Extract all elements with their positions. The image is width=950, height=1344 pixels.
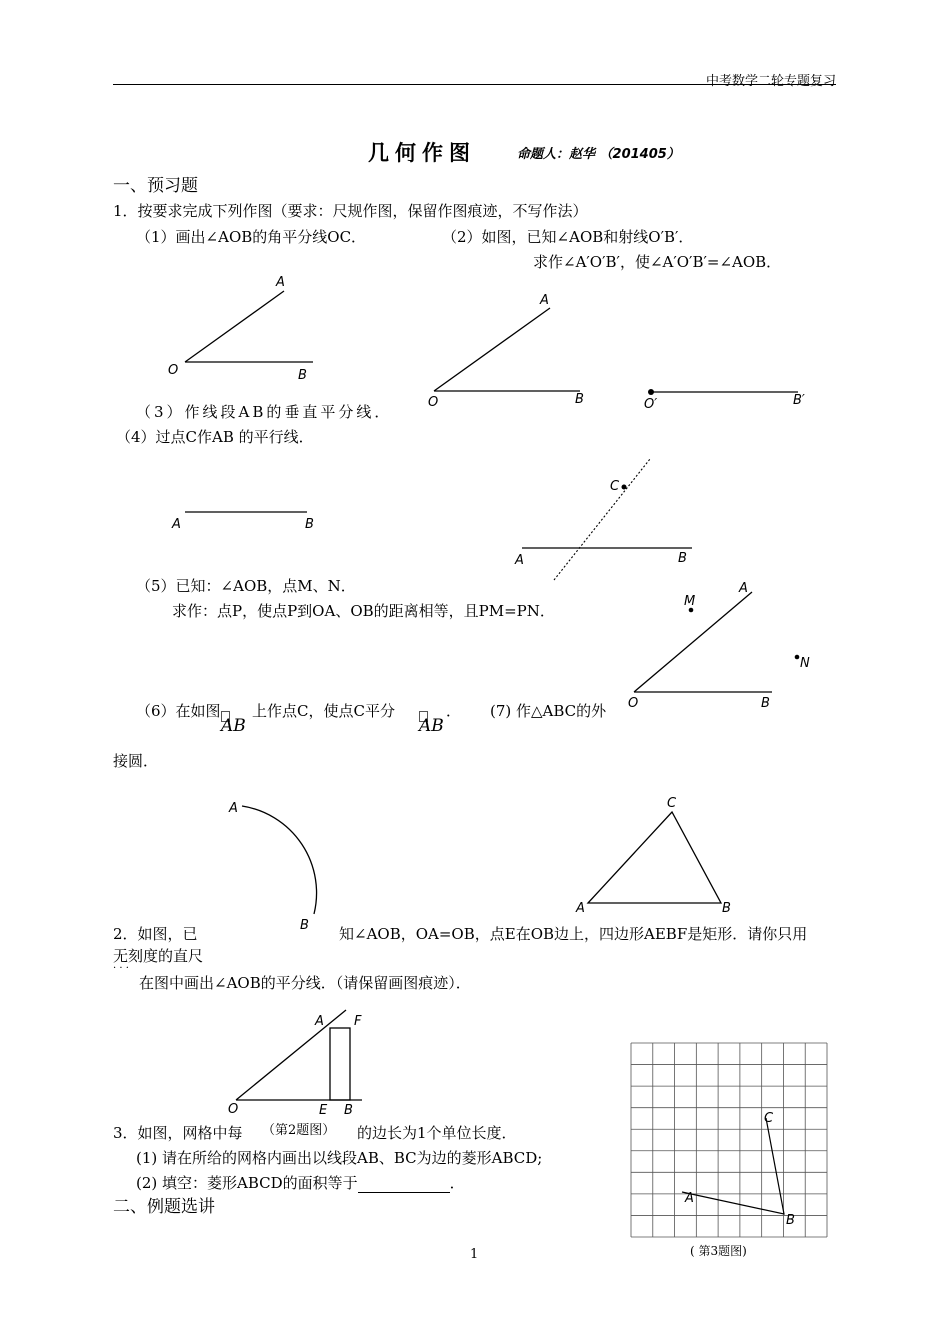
svg-text:B: B	[305, 517, 314, 532]
svg-text:O: O	[228, 1102, 239, 1117]
svg-text:A: A	[739, 581, 748, 596]
q3-line1-a: 3．如图，网格中每	[113, 1124, 243, 1142]
answer-blank[interactable]	[358, 1177, 450, 1193]
fig1-label-a: A	[276, 275, 285, 290]
page-number: 1	[470, 1247, 479, 1262]
q1-part6-a: （6）在如图	[136, 702, 221, 720]
svg-text:E: E	[319, 1103, 328, 1118]
q1-part4: （4）过点C作AB 的平行线．	[116, 428, 314, 446]
svg-text:C: C	[610, 479, 620, 494]
q3-line1-b: 的边长为1个单位长度．	[357, 1124, 517, 1142]
svg-text:B: B	[344, 1103, 353, 1118]
svg-text:A: A	[515, 553, 524, 568]
svg-text:A: A	[685, 1191, 694, 1206]
svg-text:B: B	[722, 901, 731, 916]
q1-intro: 1．按要求完成下列作图（要求：尺规作图，保留作图痕迹，不写作法）	[113, 202, 588, 220]
q2-line3: 在图中画出∠AOB的平分线．（请保留画图痕迹）．	[139, 974, 471, 992]
q1-part7: (7) 作△ABC的外	[490, 702, 607, 720]
svg-text:A: A	[576, 901, 585, 916]
q1-part5-line2: 求作：点P，使点P到OA、OB的距离相等，且PM=PN．	[172, 602, 555, 620]
svg-text:A: A	[315, 1014, 324, 1029]
q1-part7-cont: 接圆．	[113, 752, 159, 770]
q1-part2-line1: （2）如图，已知∠AOB和射线O′B′．	[442, 228, 694, 246]
q1-part5-line1: （5）已知：∠AOB，点M、N．	[136, 577, 356, 595]
fig1-label-b: B	[298, 368, 307, 383]
svg-text:C: C	[764, 1111, 774, 1126]
svg-text:O: O	[428, 395, 439, 410]
svg-text:B′: B′	[793, 393, 805, 408]
svg-text:M: M	[684, 594, 696, 609]
svg-text:O′: O′	[644, 397, 658, 412]
q3-fig-caption: ( 第3题图)	[690, 1244, 747, 1258]
emphasis-dots: · · ·	[113, 963, 129, 974]
q2-line1-b: 知∠AOB，OA=OB，点E在OB边上，四边形AEBF是矩形．请你只用	[339, 925, 808, 943]
page-title: 几何作图	[368, 141, 476, 165]
q1-part6-b: 上作点C，使点C平分	[252, 702, 395, 720]
svg-text:A: A	[540, 293, 549, 308]
svg-text:B: B	[761, 696, 770, 711]
svg-text:B: B	[678, 551, 687, 566]
arc-ab-label-2: AB	[419, 716, 444, 736]
section2-heading: 二、例题选讲	[113, 1197, 215, 1217]
q1-part2-line2: 求作∠A′O′B′，使∠A′O′B′=∠AOB．	[533, 253, 782, 271]
arc-ab-label-1: AB	[221, 716, 246, 736]
svg-text:O: O	[628, 696, 639, 711]
svg-text:A: A	[229, 801, 238, 816]
q1-part3: （3）作线段AB的垂直平分线．	[136, 403, 393, 421]
svg-text:A: A	[172, 517, 181, 532]
svg-text:B: B	[786, 1213, 795, 1228]
running-header: 中考数学二轮专题复习	[705, 74, 836, 89]
title-setter: 命题人：赵华 （201405）	[517, 147, 680, 162]
svg-text:B: B	[575, 392, 584, 407]
q2-fig-caption: （第2题图）	[262, 1123, 336, 1138]
q3-line2: (1) 请在所给的网格内画出以线段AB、BC为边的菱形ABCD;	[136, 1149, 543, 1167]
section1-heading: 一、预习题	[113, 176, 198, 196]
fig-q3-grid	[630, 1042, 828, 1238]
q2-line1-a: 2．如图，已	[113, 925, 198, 943]
svg-text:N: N	[800, 656, 810, 671]
fig1-label-o: O	[168, 363, 179, 378]
q1-part1: （1）画出∠AOB的角平分线OC．	[136, 228, 367, 246]
q3-line3: (2) 填空：菱形ABCD的面积等于 ．	[136, 1174, 465, 1192]
svg-text:B: B	[300, 918, 309, 933]
svg-text:C: C	[667, 796, 677, 811]
q2-line2: 无刻度的直尺	[113, 947, 204, 965]
svg-text:F: F	[354, 1014, 362, 1029]
q1-part6-c: ．	[446, 702, 462, 720]
